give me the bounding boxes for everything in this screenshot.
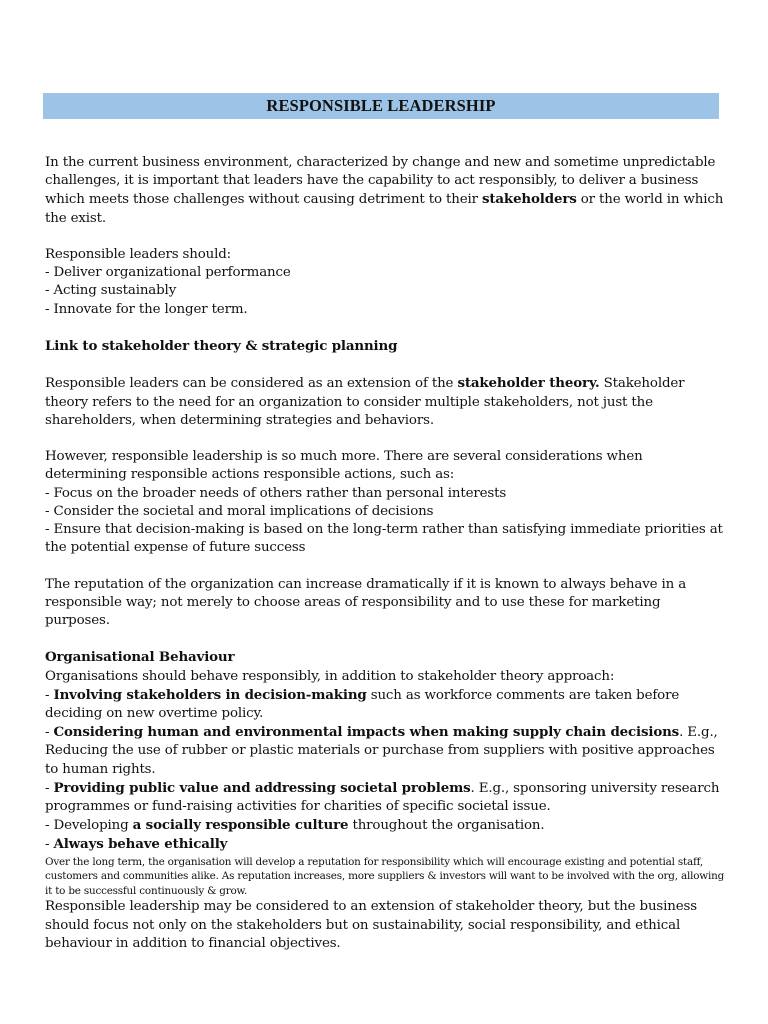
item-prefix: - [45,687,54,703]
title-banner [43,93,719,119]
intro-bold-stakeholders: stakeholders [481,191,577,208]
item-rest: such as workforce comments are taken before deciding on new overtime policy. [45,687,680,721]
org-behaviour-intro: Organisations should behave responsibly, in addition to stakeholder theory approach: [45,668,615,684]
conclusion-paragraph: Responsible leadership may be considered to an extension of stakeholder theory, but the business should focus not only on the stakeholders but on sustainability, social responsibility, and ethical behaviour in addition to financial objectives. [45,899,697,951]
stakeholder-text-end: Stakeholder theory refers to the need for an organization to consider multiple stakeholders, not just the shareholders, when determining strategies and behaviors. [45,376,685,428]
consideration-item: - Ensure that decision-making is based on the long-term rather than satisfying immediate priorities at the potential expense of future success [45,522,723,556]
behaviour-item [45,779,725,816]
spacer [45,319,725,337]
reputation-paragraph: The reputation of the organization can increase dramatically if it is known to always behave in a responsible way; not merely to choose areas of responsibility and to use these for marketing purposes. [45,576,687,628]
item-prefix: - [45,837,54,853]
should-heading: Responsible leaders should: [45,247,232,262]
document-body [45,154,725,953]
spacer [45,630,725,648]
stakeholder-theory-bold: stakeholder theory. [457,375,600,392]
item-prefix: - Developing [45,818,133,834]
item-bold: Considering human and environmental impacts when making supply chain decisions [53,724,680,741]
spacer [45,356,725,374]
however-paragraph: However, responsible leadership is so much more. There are several considerations when determining responsible actions responsible actions, such as: [45,449,643,483]
item-bold: Providing public value and addressing societal problems [53,779,471,796]
intro-paragraph [45,154,725,228]
item-prefix: - [45,725,54,741]
intro-text: In the current business environment, characterized by change and new and sometime unpredictable challenges, it is important that leaders have the capability to act responsibly, to deliver a business which meets those challenges without causing detriment to their [45,155,716,208]
long-term-note: Over the long term, the organisation will develop a reputation for responsibility which will encourage existing and potential staff, customers and communities alike. As reputation increases, more suppliers & investors will want to be involved with the org, allowing it to be successful continuously & grow. [45,855,725,897]
behaviour-item [45,686,725,723]
item-rest: . E.g., sponsoring university research programmes or fund-raising activities for charities of specific societal issue. [45,780,720,815]
should-item: - Acting sustainably [45,283,177,299]
org-behaviour-heading-text: Organisational Behaviour [45,649,235,666]
item-rest: throughout the organisation. [348,818,545,834]
spacer [45,557,725,575]
item-bold: Always behave ethically [53,836,228,853]
link-heading-text: Link to stakeholder theory & strategic planning [45,338,398,354]
behaviour-item [45,816,725,835]
spacer [45,430,725,448]
consideration-item: - Focus on the broader needs of others rather than personal interests [45,485,507,501]
behaviour-item [45,835,725,854]
org-behaviour-heading [45,648,725,667]
stakeholder-text: Responsible leaders can be considered as an extension of the [45,376,458,392]
stakeholder-paragraph [45,374,725,430]
link-heading [45,337,725,356]
item-bold: a socially responsible culture [132,817,349,834]
item-prefix: - [45,780,54,796]
behaviour-item [45,723,725,779]
page-title: RESPONSIBLE LEADERSHIP [266,96,496,115]
consideration-item: - Consider the societal and moral implications of decisions [45,503,434,519]
item-rest: . E.g., Reducing the use of rubber or plastic materials or purchase from suppliers with positive approaches to human rights. [45,725,718,777]
should-item: - Innovate for the longer term. [45,301,248,317]
spacer [45,228,725,246]
item-bold: Involving stakeholders in decision-making [53,686,367,703]
should-item: - Deliver organizational performance [45,265,291,281]
intro-text-end: or the world in which the exist. [45,192,724,226]
